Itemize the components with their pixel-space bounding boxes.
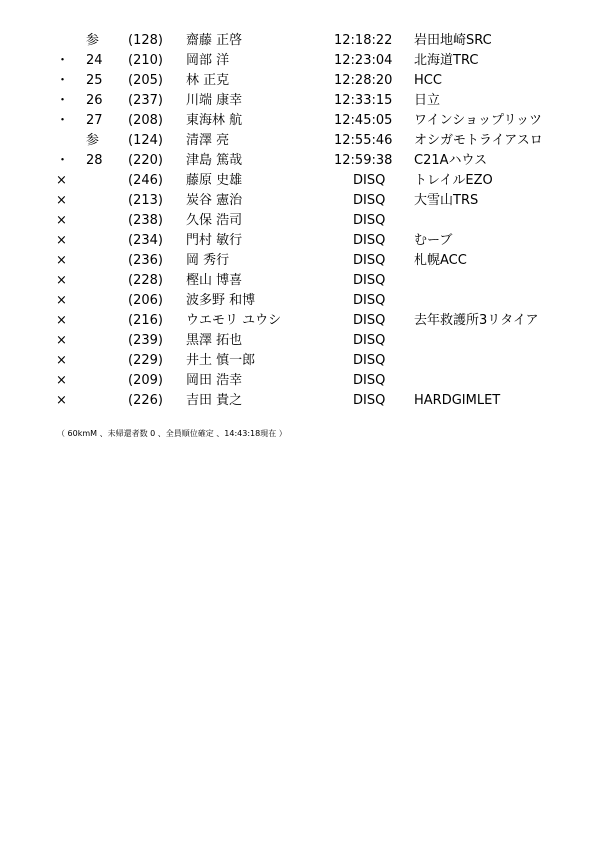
status-mark: × — [56, 233, 67, 248]
result-row — [0, 291, 600, 311]
bib-number: (229) — [128, 353, 163, 368]
bib-number: (228) — [128, 273, 163, 288]
position: 25 — [86, 73, 103, 88]
team-name: 去年救護所3リタイア — [414, 313, 539, 328]
result-row — [0, 171, 600, 191]
position: 24 — [86, 53, 103, 68]
team-name: 大雪山TRS — [414, 193, 479, 208]
bib-number: (205) — [128, 73, 163, 88]
finish-time: DISQ — [353, 193, 386, 208]
finish-time: DISQ — [353, 393, 386, 408]
team-name: 日立 — [414, 93, 441, 108]
finish-time: 12:18:22 — [334, 33, 393, 48]
runner-name: 炭谷 憲治 — [186, 193, 243, 208]
runner-name: 齋藤 正啓 — [186, 33, 243, 48]
bib-number: (226) — [128, 393, 163, 408]
result-row — [0, 311, 600, 331]
team-name: むーブ — [414, 233, 453, 248]
bib-number: (209) — [128, 373, 163, 388]
team-name: ワインショップリッツ — [414, 113, 542, 128]
bib-number: (213) — [128, 193, 163, 208]
team-name: 札幌ACC — [414, 253, 467, 268]
result-row — [0, 71, 600, 91]
runner-name: 門村 敏行 — [186, 233, 243, 248]
status-mark: ・ — [56, 153, 70, 168]
result-row — [0, 91, 600, 111]
result-row — [0, 391, 600, 411]
team-name: 北海道TRC — [414, 53, 479, 68]
status-mark: × — [56, 173, 67, 188]
results-list — [0, 31, 600, 411]
bib-number: (238) — [128, 213, 163, 228]
finish-time: 12:28:20 — [334, 73, 393, 88]
runner-name: 岡部 洋 — [186, 53, 230, 68]
position: 26 — [86, 93, 103, 108]
status-mark: × — [56, 253, 67, 268]
result-row — [0, 151, 600, 171]
runner-name: 井土 慎一郎 — [186, 353, 256, 368]
finish-time: 12:59:38 — [334, 153, 393, 168]
finish-time: 12:33:15 — [334, 93, 393, 108]
status-mark: × — [56, 213, 67, 228]
finish-time: DISQ — [353, 173, 386, 188]
status-mark: × — [56, 373, 67, 388]
finish-time: DISQ — [353, 353, 386, 368]
bib-number: (128) — [128, 33, 163, 48]
finish-time: DISQ — [353, 293, 386, 308]
runner-name: 東海林 航 — [186, 113, 243, 128]
runner-name: 岡田 浩幸 — [186, 373, 243, 388]
status-mark: × — [56, 293, 67, 308]
status-mark: ・ — [56, 53, 70, 68]
position: 28 — [86, 153, 103, 168]
result-row — [0, 211, 600, 231]
result-row — [0, 271, 600, 291]
position: 27 — [86, 113, 103, 128]
status-footnote: （ 60kmM 、未帰還者数 0 、全員順位確定 、14:43:18現在 ） — [57, 429, 287, 438]
bib-number: (237) — [128, 93, 163, 108]
bib-number: (124) — [128, 133, 163, 148]
bib-number: (216) — [128, 313, 163, 328]
finish-time: 12:55:46 — [334, 133, 393, 148]
finish-time: DISQ — [353, 373, 386, 388]
team-name: HARDGIMLET — [414, 393, 501, 408]
runner-name: 清澤 亮 — [186, 133, 230, 148]
result-row — [0, 51, 600, 71]
status-mark: × — [56, 193, 67, 208]
status-mark: ・ — [56, 73, 70, 88]
finish-time: 12:23:04 — [334, 53, 393, 68]
finish-time: DISQ — [353, 273, 386, 288]
team-name: トレイルEZO — [414, 173, 493, 188]
runner-name: 川端 康幸 — [186, 93, 243, 108]
bib-number: (210) — [128, 53, 163, 68]
bib-number: (236) — [128, 253, 163, 268]
result-row — [0, 191, 600, 211]
runner-name: 岡 秀行 — [186, 253, 230, 268]
result-row — [0, 131, 600, 151]
bib-number: (208) — [128, 113, 163, 128]
result-row — [0, 331, 600, 351]
status-mark: × — [56, 333, 67, 348]
status-mark: ・ — [56, 93, 70, 108]
status-mark: × — [56, 313, 67, 328]
finish-time: DISQ — [353, 333, 386, 348]
finish-time: DISQ — [353, 253, 386, 268]
position: 参 — [86, 33, 100, 48]
runner-name: 黒澤 拓也 — [186, 333, 243, 348]
result-row — [0, 251, 600, 271]
finish-time: 12:45:05 — [334, 113, 393, 128]
team-name: オシガモトライアスロ — [414, 133, 543, 148]
finish-time: DISQ — [353, 233, 386, 248]
team-name: 岩田地崎SRC — [414, 33, 492, 48]
runner-name: 吉田 貴之 — [186, 393, 243, 408]
result-row — [0, 371, 600, 391]
status-mark: × — [56, 393, 67, 408]
team-name: C21Aハウス — [414, 153, 488, 168]
status-mark: × — [56, 353, 67, 368]
position: 参 — [86, 133, 100, 148]
bib-number: (206) — [128, 293, 163, 308]
team-name: HCC — [414, 73, 442, 88]
result-row — [0, 351, 600, 371]
result-row — [0, 231, 600, 251]
runner-name: 林 正克 — [186, 73, 230, 88]
bib-number: (239) — [128, 333, 163, 348]
bib-number: (220) — [128, 153, 163, 168]
runner-name: 津島 篤哉 — [186, 153, 243, 168]
runner-name: 藤原 史雄 — [186, 173, 243, 188]
result-row — [0, 31, 600, 51]
finish-time: DISQ — [353, 313, 386, 328]
result-row — [0, 111, 600, 131]
runner-name: 波多野 和博 — [186, 293, 256, 308]
bib-number: (234) — [128, 233, 163, 248]
runner-name: ウエモリ ユウシ — [186, 313, 282, 328]
runner-name: 樫山 博喜 — [186, 273, 243, 288]
bib-number: (246) — [128, 173, 163, 188]
finish-time: DISQ — [353, 213, 386, 228]
runner-name: 久保 浩司 — [186, 213, 243, 228]
status-mark: × — [56, 273, 67, 288]
status-mark: ・ — [56, 113, 70, 128]
